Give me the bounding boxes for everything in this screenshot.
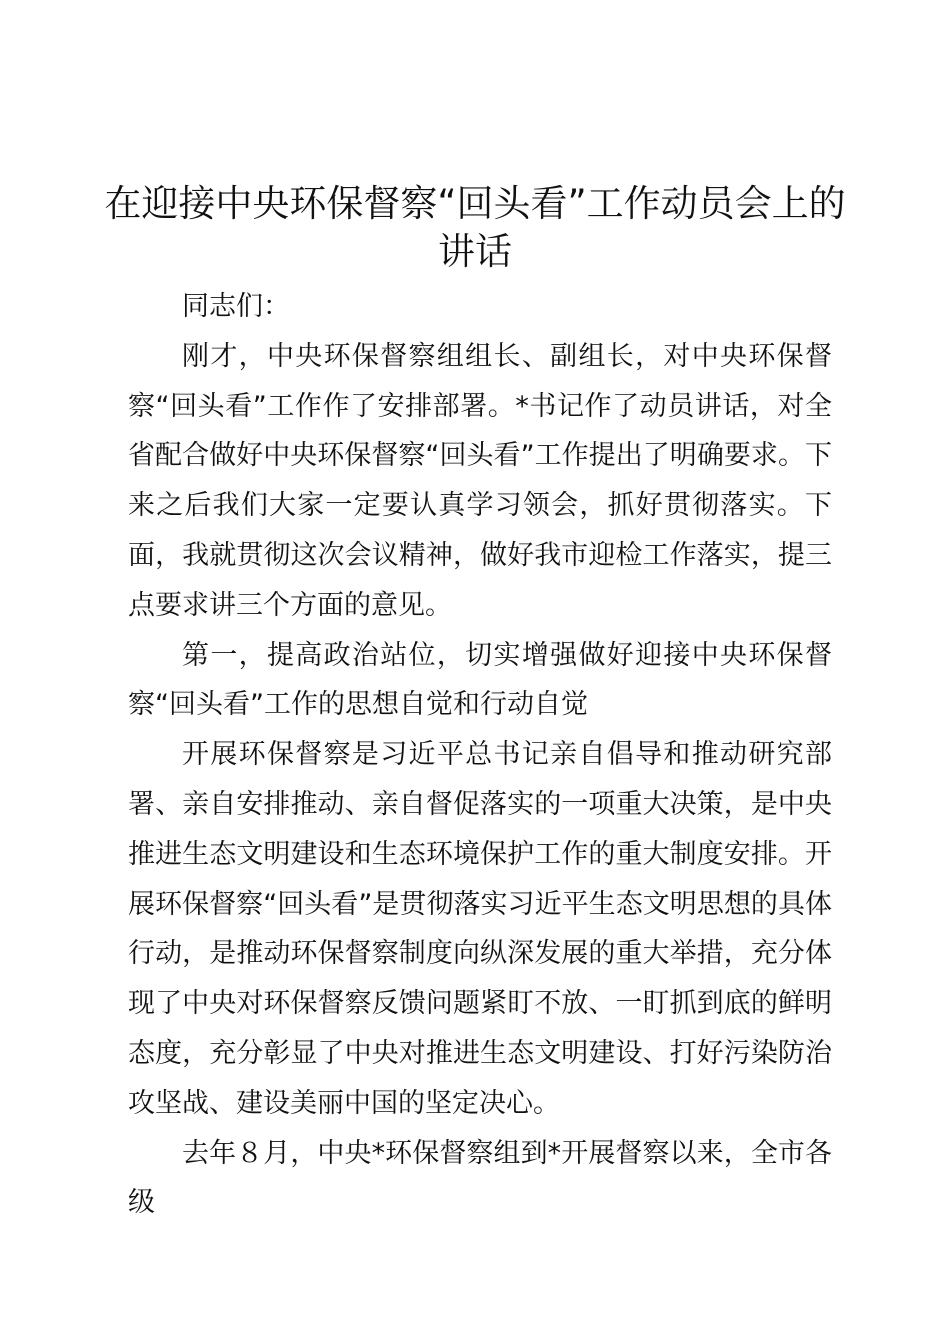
document-title: 在迎接中央环保督察“回头看”工作动员会上的讲话 <box>104 182 846 273</box>
paragraph-intro: 刚才，中央环保督察组组长、副组长，对中央环保督察“回头看”工作作了安排部署。*书记作了动员讲话，对全省配合做好中央环保督察“回头看”工作提出了明确要求。下来之后我们大家一定要认真学习领会，抓好贯彻落实。下面，我就贯彻这次会议精神，做好我市迎检工作落实，提三点要求讲三个方面的意见。 <box>128 340 832 621</box>
paragraph-last-year: 去年８月，中央*环保督察组到*开展督察以来，全市各级 <box>128 1137 832 1219</box>
section-heading-first: 第一，提高政治站位，切实增强做好迎接中央环保督察“回头看”工作的思想自觉和行动自觉 <box>128 639 832 721</box>
paragraph-significance: 开展环保督察是习近平总书记亲自倡导和推动研究部署、亲自安排推动、亲自督促落实的一项重大决策，是中央推进生态文明建设和生态环境保护工作的重大制度安排。开展环保督察“回头看”是贯彻落实习近平生态文明思想的具体行动，是推动环保督察制度向纵深发展的重大举措，充分体现了中央对环保督察反馈问题紧盯不放、一盯抓到底的鲜明态度，充分彰显了中央对推进生态文明建设、打好污染防治攻坚战、建设美丽中国的坚定决心。 <box>128 739 832 1119</box>
salutation: 同志们： <box>182 291 290 322</box>
document-body <box>128 282 832 1228</box>
